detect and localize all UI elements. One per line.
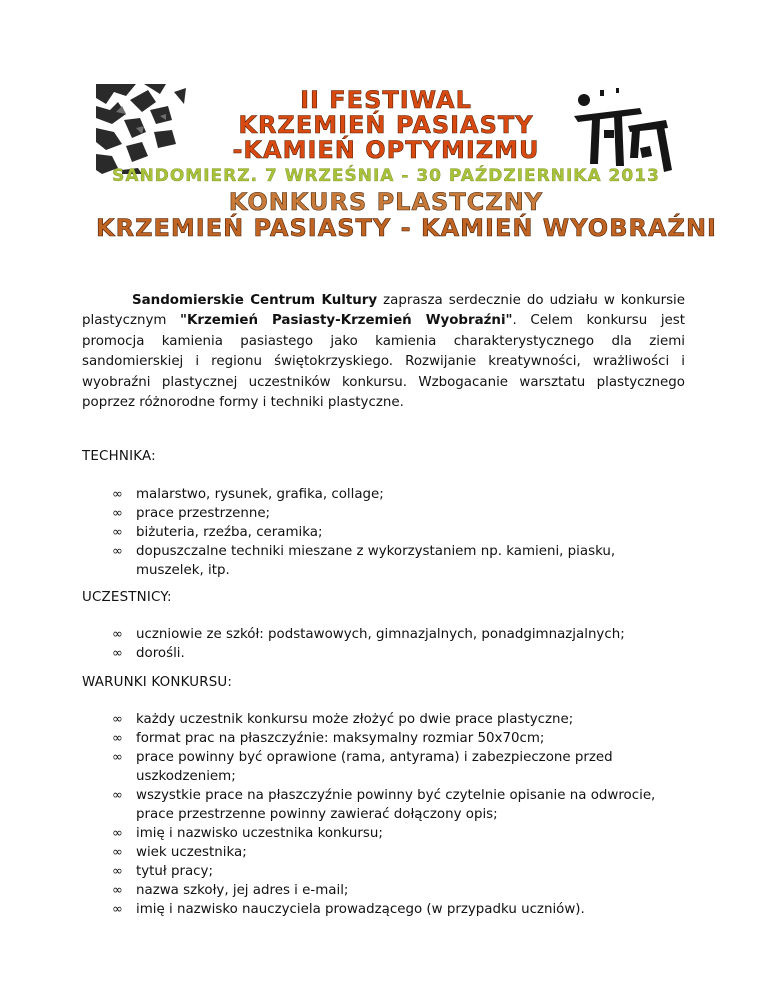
section-heading-warunki: WARUNKI KONKURSU: [82,675,233,690]
infinity-bullet-icon: ∞ [112,544,123,559]
list-item: ∞ wiek uczestnika; [112,845,247,860]
list-item: ∞ prace przestrzenne; [112,506,271,521]
infinity-bullet-icon: ∞ [112,712,123,727]
list-item: ∞ biżuteria, rzeźba, ceramika; [112,525,323,540]
infinity-bullet-icon: ∞ [112,864,123,879]
infinity-bullet-icon: ∞ [112,487,123,502]
intro-text-2: . Celem konkursu jest promocja kamienia pasiastego jako kamienia charakterystycznego dla ziemi sandomierskiej i regionu świętokrzyskiego. Rozwijanie kreatywności, wrażliwości i wyobraźni plastycznej uczestników konkursu. Wzbogacanie warsztatu plastycznego poprzez różnorodne formy i techniki plastyczne. [82,313,686,411]
list-item: ∞ format prac na płaszczyźnie: maksymalny rozmiar 50x70cm; [112,731,545,746]
infinity-bullet-icon: ∞ [112,506,123,521]
infinity-bullet-icon: ∞ [112,902,123,917]
infinity-bullet-icon: ∞ [112,646,123,661]
festival-banner [96,84,717,244]
list-item: ∞ malarstwo, rysunek, grafika, collage; [112,487,384,502]
list-item: ∞ tytuł pracy; [112,864,213,879]
infinity-bullet-icon: ∞ [112,845,123,860]
list-item: ∞ prace powinny być oprawione (rama, antyrama) i zabezpieczone przed uszkodzeniem; [112,750,613,784]
infinity-bullet-icon: ∞ [112,750,123,765]
banner-dates: SANDOMIERZ. 7 WRZEŚNIA - 30 PAŹDZIERNIKA 2013 [112,166,660,186]
infinity-bullet-icon: ∞ [112,525,123,540]
infinity-bullet-icon: ∞ [112,627,123,642]
list-item: ∞ imię i nazwisko nauczyciela prowadzącego (w przypadku uczniów). [112,902,585,917]
banner-contest-name: KRZEMIEŃ PASIASTY - KAMIEŃ WYOBRAŹNI [96,214,717,242]
infinity-bullet-icon: ∞ [112,788,123,803]
infinity-bullet-icon: ∞ [112,731,123,746]
list-item: ∞ każdy uczestnik konkursu może złożyć po dwie prace plastyczne; [112,712,574,727]
list-item: ∞ uczniowie ze szkół: podstawowych, gimnazjalnych, ponadgimnazjalnych; [112,627,625,642]
section-heading-uczestnicy: UCZESTNICY: [82,590,172,605]
banner-festival-number: II FESTIWAL [300,86,472,114]
list-item: ∞ dorośli. [112,646,185,661]
list-item: ∞ wszystkie prace na płaszczyźnie powinny być czytelnie opisanie na odwrocie, prace przestrzenne powinny zawierać dołączony opis; [112,788,656,822]
contest-name: "Krzemień Pasiasty-Krzemień Wyobraźni" [180,313,513,329]
banner-contest-title: KONKURS PLASTCZNY [228,188,544,216]
intro-paragraph [82,291,685,413]
infinity-bullet-icon: ∞ [112,826,123,841]
list-item: ∞ imię i nazwisko uczestnika konkursu; [112,826,383,841]
technika-list [82,485,685,580]
organizer-name: Sandomierskie Centrum Kultury [132,293,378,308]
warunki-list [82,710,685,919]
uczestnicy-list [82,625,685,663]
banner-festival-subtitle: -KAMIEŃ OPTYMIZMU [232,136,540,164]
intro-text-1: zaprasza serdecznie do udziału w konkursie plastycznym [82,293,686,329]
infinity-bullet-icon: ∞ [112,883,123,898]
list-item: ∞ nazwa szkoły, jej adres i e-mail; [112,883,349,898]
banner-festival-name: KRZEMIEŃ PASIASTY [238,111,534,139]
list-item: ∞ dopuszczalne techniki mieszane z wykorzystaniem np. kamieni, piasku, muszelek, itp. [112,544,616,578]
section-heading-technika: TECHNIKA: [82,449,156,464]
